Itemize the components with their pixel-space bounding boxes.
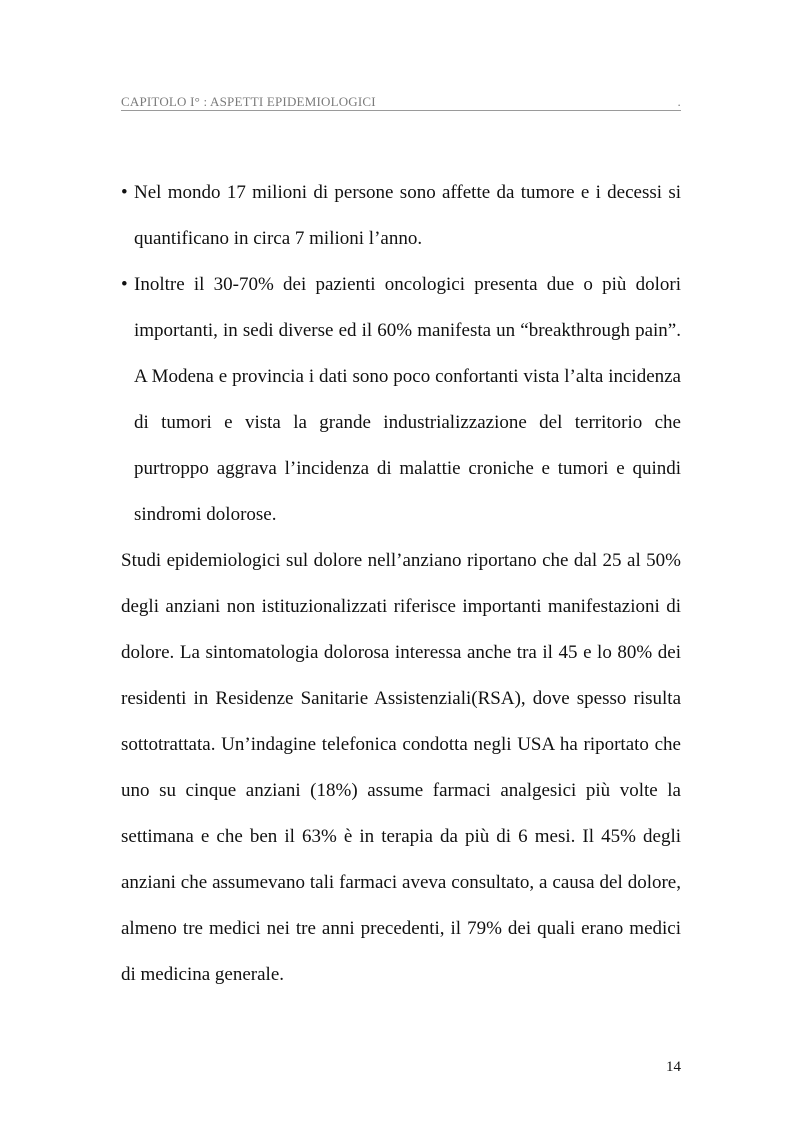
- page-number: 14: [666, 1059, 681, 1075]
- bullet-text: Nel mondo 17 milioni di persone sono affette da tumore e i decessi si quantificano in circa 7 milioni l’anno.: [134, 182, 681, 249]
- bullet-item: [121, 262, 681, 538]
- bullet-item: [121, 170, 681, 262]
- bullet-mark: •: [121, 182, 128, 203]
- bullet-text: Inoltre il 30-70% dei pazienti oncologici presenta due o più dolori importanti, in sedi diverse ed il 60% manifesta un “breakthrough pain”. A Modena e provincia i dati sono poco confortanti vista l’alta incidenza di tumori e vista la grande industrializzazione del territorio che purtroppo aggrava l’incidenza di malattie croniche e tumori e quindi sindromi dolorose.: [134, 274, 681, 525]
- body-paragraph: Studi epidemiologici sul dolore nell’anziano riportano che dal 25 al 50% degli anziani non istituzionalizzati riferisce importanti manifestazioni di dolore. La sintomatologia dolorosa interessa anche tra il 45 e lo 80% dei residenti in Residenze Sanitarie Assistenziali(RSA), dove spesso risulta sottotrattata. Un’indagine telefonica condotta negli USA ha riportato che uno su cinque anziani (18%) assume farmaci analgesici più volte la settimana e che ben il 63% è in terapia da più di 6 mesi. Il 45% degli anziani che assumevano tali farmaci aveva consultato, a causa del dolore, almeno tre medici nei tre anni precedenti, il 79% dei quali erano medici di medicina generale.: [121, 550, 681, 985]
- bullet-mark: •: [121, 274, 128, 295]
- header-trailing-mark: .: [677, 94, 681, 109]
- running-header: [121, 94, 681, 111]
- page-body: [121, 170, 681, 998]
- chapter-title: CAPITOLO I° : ASPETTI EPIDEMIOLOGICI: [121, 94, 376, 109]
